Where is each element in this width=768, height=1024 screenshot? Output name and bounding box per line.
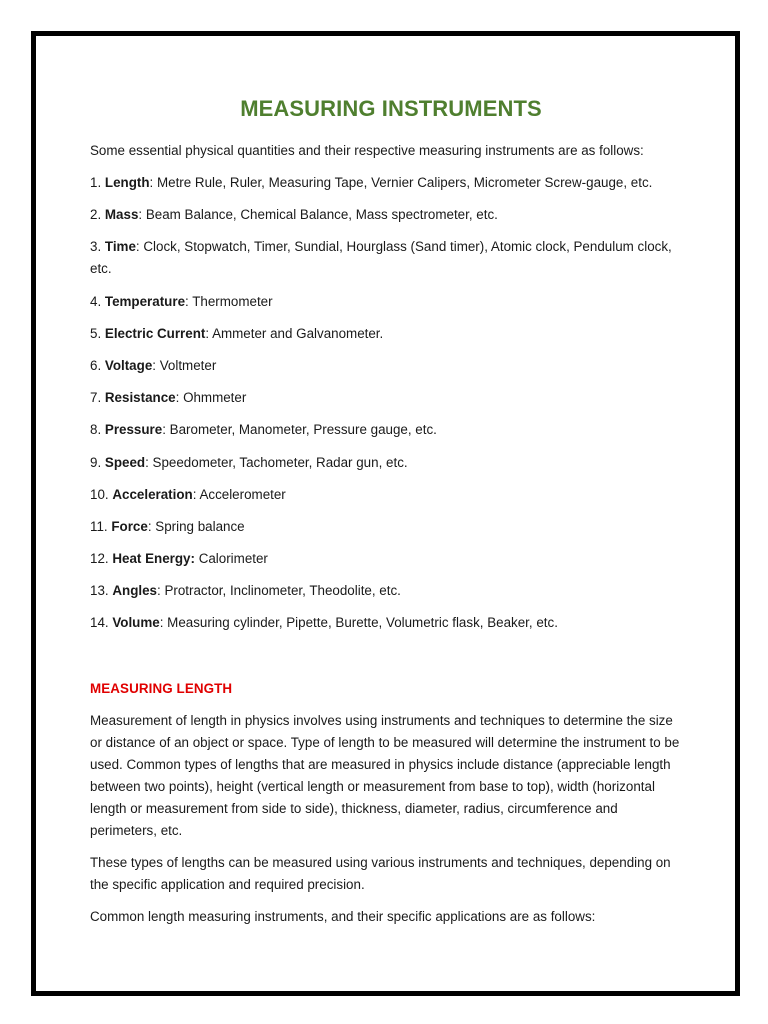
item-number: 3. <box>90 239 105 255</box>
item-separator: : <box>145 454 153 470</box>
item-number: 1. <box>90 175 105 190</box>
body-paragraph: Measurement of length in physics involves using instruments and techniques to determine the size or distance of an object or space. Type of length to be measured will determine the instrument to be used. Common types of lengths that are measured in physics include distance (appreciable length between two points), height (vertical length or measurement from base to top), width (horizontal length or measurement from side to side), thickness, diameter, radius, circumference and perimeters, etc. <box>90 713 680 839</box>
list-item <box>90 172 680 194</box>
item-description: Ohmmeter <box>183 390 247 406</box>
item-number: 10. <box>90 486 113 502</box>
item-term: Voltage <box>104 357 153 373</box>
item-term: Temperature <box>104 293 186 309</box>
item-separator: : <box>175 390 184 406</box>
list-item <box>90 387 680 409</box>
item-description: Calorimeter <box>198 551 268 567</box>
item-term: Speed <box>104 454 146 470</box>
item-description: Barometer, Manometer, Pressure gauge, etc. <box>169 422 437 438</box>
section-heading: MEASURING LENGTH <box>90 681 233 697</box>
item-term: Heat Energy: <box>112 551 195 567</box>
item-description: Spring balance <box>155 518 245 534</box>
item-term: Angles <box>112 583 157 599</box>
item-number: 4. <box>90 293 105 309</box>
item-separator: : <box>157 583 165 599</box>
item-term: Force <box>111 518 148 534</box>
list-item <box>90 580 680 602</box>
item-term: Time <box>104 239 136 255</box>
item-term: Length <box>104 175 150 190</box>
item-description: Beam Balance, Chemical Balance, Mass spectrometer, etc. <box>145 207 498 223</box>
item-number: 11. <box>90 518 112 534</box>
item-separator: : <box>135 239 144 255</box>
item-number: 6. <box>90 357 105 373</box>
item-term: Electric Current <box>104 325 206 341</box>
item-number: 5. <box>90 325 105 341</box>
list-item <box>90 612 680 634</box>
item-number: 14. <box>90 615 113 631</box>
document-title: MEASURING INSTRUMENTS <box>240 96 542 121</box>
item-number: 13. <box>90 583 113 599</box>
item-separator: : <box>138 207 146 223</box>
item-separator: : <box>152 357 160 373</box>
item-separator: : <box>185 293 193 309</box>
item-number: 9. <box>90 454 105 470</box>
item-term: Resistance <box>104 390 176 406</box>
item-separator: : <box>147 518 156 534</box>
item-term: Volume <box>112 615 160 631</box>
item-number: 2. <box>90 207 105 223</box>
item-description: Thermometer <box>192 293 273 309</box>
item-separator: : <box>149 175 157 190</box>
list-item <box>90 419 680 441</box>
item-term: Mass <box>104 207 139 223</box>
item-description: Clock, Stopwatch, Timer, Sundial, Hourglass (Sand timer), Atomic clock, Pendulum clock, etc. <box>90 239 672 277</box>
item-number: 12. <box>90 551 113 567</box>
item-description: Voltmeter <box>159 357 217 373</box>
item-separator: : <box>205 325 213 341</box>
item-description: Speedometer, Tachometer, Radar gun, etc. <box>152 454 408 470</box>
item-number: 8. <box>90 422 105 438</box>
item-description: Measuring cylinder, Pipette, Burette, Volumetric flask, Beaker, etc. <box>167 615 558 631</box>
item-number: 7. <box>90 390 105 406</box>
item-description: Protractor, Inclinometer, Theodolite, etc. <box>164 583 401 599</box>
item-term: Pressure <box>104 422 163 438</box>
body-paragraph: These types of lengths can be measured using various instruments and techniques, depending on the specific application and required precision. <box>90 855 671 893</box>
list-item <box>90 516 680 538</box>
list-item <box>90 452 680 474</box>
document-body <box>90 96 680 928</box>
list-item <box>90 204 680 226</box>
item-separator: : <box>162 422 170 438</box>
list-item <box>90 236 680 280</box>
item-separator: : <box>192 486 200 502</box>
list-item <box>90 484 680 506</box>
instruments-list <box>90 172 680 634</box>
item-term: Acceleration <box>112 486 193 502</box>
list-item <box>90 291 680 313</box>
item-description: Ammeter and Galvanometer. <box>212 325 384 341</box>
list-item <box>90 355 680 377</box>
item-separator: : <box>159 615 168 631</box>
item-description: Metre Rule, Ruler, Measuring Tape, Vernier Calipers, Micrometer Screw-gauge, etc. <box>156 175 653 190</box>
intro-paragraph: Some essential physical quantities and their respective measuring instruments are as follows: <box>90 143 644 158</box>
item-description: Accelerometer <box>199 486 286 502</box>
body-paragraph: Common length measuring instruments, and their specific applications are as follows: <box>90 909 596 925</box>
list-item <box>90 323 680 345</box>
page-frame <box>31 31 740 996</box>
list-item <box>90 548 680 570</box>
